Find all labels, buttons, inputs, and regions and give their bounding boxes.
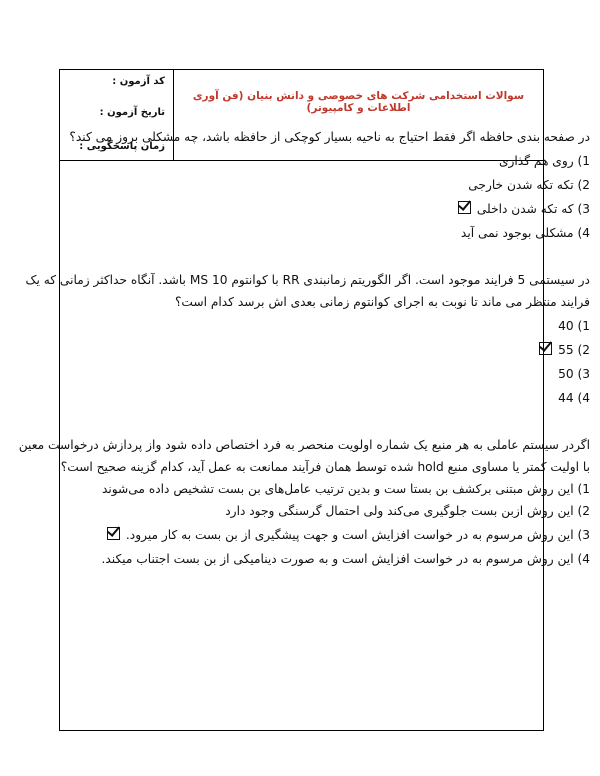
option-1[interactable] — [8, 314, 590, 338]
question-2 — [8, 269, 590, 410]
question-3 — [8, 434, 590, 571]
option-text: 44 — [558, 391, 574, 405]
option-number: 2) — [577, 178, 590, 192]
option-3[interactable] — [8, 523, 590, 547]
option-text: 55 — [558, 343, 574, 357]
question-1 — [8, 126, 590, 245]
question-stem: اگردر سیستم عاملی به هر منبع یک شماره اولویت منحصر به فرد اختصاص داده شود واز پردازش درخواست معین با اولیت کمتر یا مساوی منبع hold شده توسط همان فرآیند ممانعت به عمل آید، کدام گزینه صحیح است؟ — [18, 438, 590, 474]
option-text: که تکه شدن داخلی — [476, 202, 574, 216]
option-1[interactable] — [8, 479, 590, 499]
checkbox-checked-icon — [107, 527, 120, 540]
options-list — [8, 479, 590, 571]
exam-date-label: تاریخ آزمون : — [99, 107, 165, 118]
option-text: این روش مرسوم به در خواست افزایش است و جهت پیشگیری از بن بست به کار میرود. — [125, 528, 574, 542]
options-list — [8, 149, 590, 245]
option-text: این روش مرسوم به در خواست افزایش است و به صورت دینامیکی از بن بست اجتناب میکند. — [101, 552, 574, 566]
option-number: 1) — [577, 154, 590, 168]
option-number: 3) — [577, 202, 590, 216]
option-number: 3) — [577, 367, 590, 381]
exam-title: سوالات استخدامی شرکت های خصوصی و دانش بنیان (فن آوری اطلاعات و کامپیوتر) — [192, 90, 525, 114]
option-number: 3) — [577, 528, 590, 542]
option-number: 2) — [577, 504, 590, 518]
questions-area — [8, 126, 590, 571]
checkbox-checked-icon — [539, 342, 552, 355]
option-text: 40 — [558, 319, 574, 333]
option-number: 1) — [577, 319, 590, 333]
option-2[interactable] — [8, 338, 590, 362]
option-3[interactable] — [8, 362, 590, 386]
option-text: تکه تکه شدن خارجی — [468, 178, 574, 192]
option-2[interactable] — [8, 499, 590, 523]
option-number: 1) — [577, 482, 590, 496]
option-4[interactable] — [8, 221, 590, 245]
option-4[interactable] — [8, 386, 590, 410]
option-text: مشکلی بوجود نمی آید — [460, 226, 574, 240]
option-2[interactable] — [8, 173, 590, 197]
options-list — [8, 314, 590, 410]
option-3[interactable] — [8, 197, 590, 221]
option-number: 2) — [577, 343, 590, 357]
option-text: این روش ازبن بست جلوگیری می‌کند ولی احتمال گرسنگی وجود دارد — [225, 504, 574, 518]
question-stem: در صفحه بندی حافظه اگر فقط احتیاج به ناحیه بسیار کوچکی از حافظه باشد، چه مشکلی بروز می کند؟ — [69, 130, 590, 144]
option-number: 4) — [577, 226, 590, 240]
option-number: 4) — [577, 391, 590, 405]
checkbox-checked-icon — [458, 201, 471, 214]
option-4[interactable] — [8, 547, 590, 571]
option-text: این روش مبتنی برکشف بن بستا ست و بدین ترتیب عامل‌های بن بست تشخیص داده می‌شوند — [101, 482, 574, 496]
question-stem: در سیستمی 5 فرایند موجود است. اگر الگوریتم زمانبندی RR با کوانتوم 10 MS باشد. آنگاه حداکثر زمانی که یک فرایند منتظر می ماند تا نوبت به اجرای کوانتوم زمانی بعدی اش برسد کدام است؟ — [25, 273, 590, 309]
answer-time-label: زمان پاسخگویی : — [79, 141, 165, 152]
option-text: روی هم گذاری — [498, 154, 574, 168]
option-number: 4) — [577, 552, 590, 566]
option-text: 50 — [558, 367, 574, 381]
option-1[interactable] — [8, 149, 590, 173]
exam-code-label: کد آزمون : — [112, 76, 165, 87]
